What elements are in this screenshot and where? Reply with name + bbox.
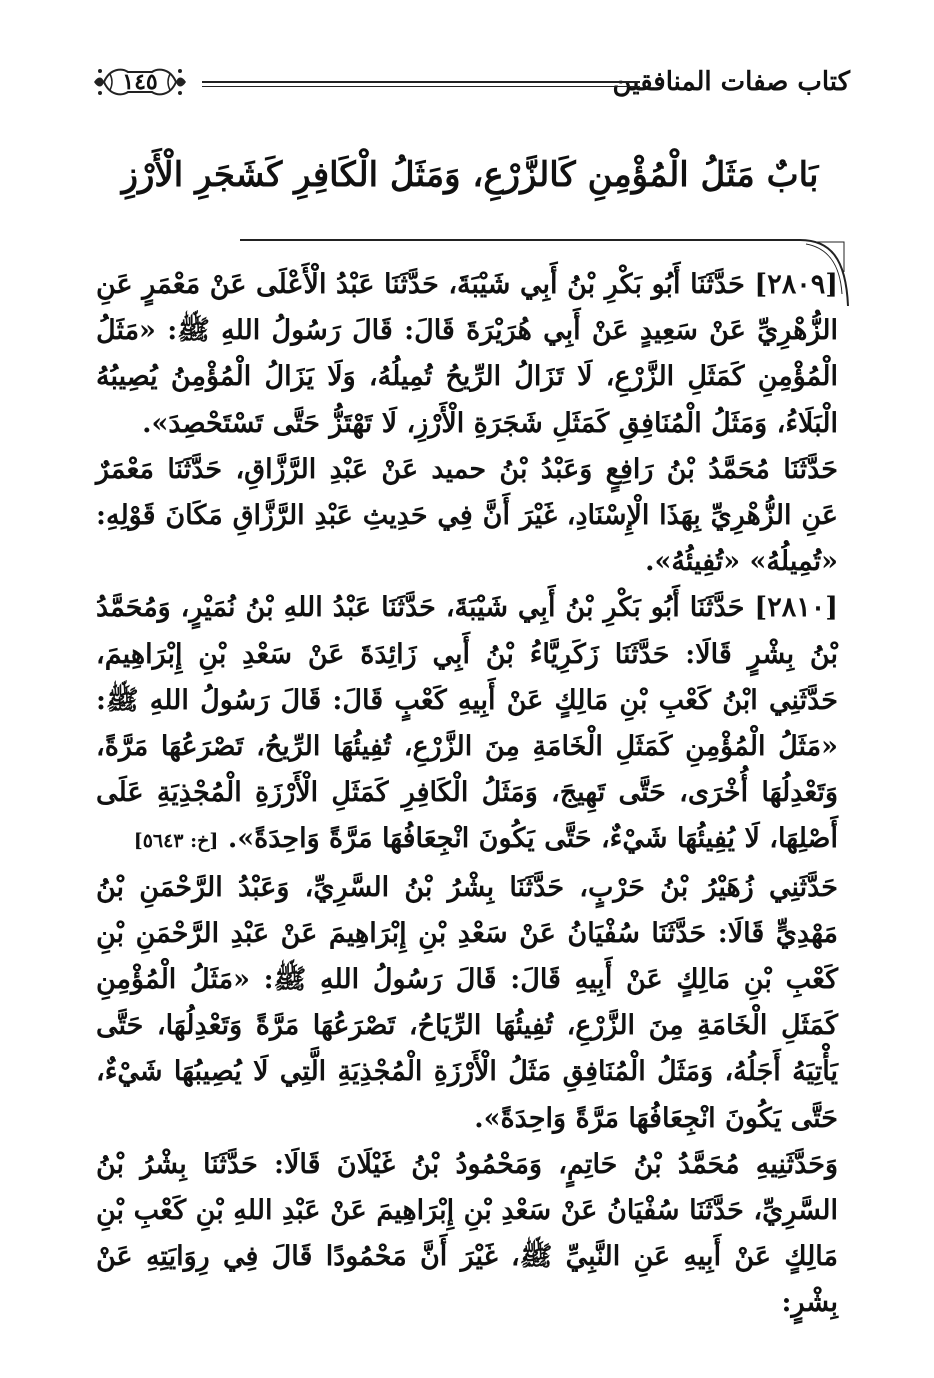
- hadith-paragraph: حَدَّثَنِي زُهَيْرُ بْنُ حَرْبٍ، حَدَّثَنَا بِشْرُ بْنُ السَّرِيِّ، وَعَبْدُ الرَّحْمَنِ بْنُ مَهْدِيٍّ قَالَا: حَدَّثَنَا سُفْيَانُ عَنْ سَعْدِ بْنِ إِبْرَاهِيمَ عَنْ عَبْدِ الرَّحْمَنِ بْنِ كَعْبِ بْنِ مَالِكٍ عَنْ أَبِيهِ قَالَ: قَالَ رَسُولُ اللهِ ﷺ: «مَثَلُ الْمُؤْمِنِ كَمَثَلِ الْخَامَةِ مِنَ الزَّرْعِ، تُفِيئُهَا الرِّيَاحُ، تَصْرَعُهَا مَرَّةً وَتَعْدِلُهَا، حَتَّى يَأْتِيَهُ أَجَلُهُ، وَمَثَلُ الْمُنَافِقِ مَثَلُ الْأَرْزَةِ الْمُجْذِيَةِ الَّتِي لَا يُصِيبُهَا شَيْءٌ، حَتَّى يَكُونَ انْجِعَافُهَا مَرَّةً وَاحِدَةً».: [96, 871, 839, 1134]
- hadith-paragraph: حَدَّثَنَا مُحَمَّدُ بْنُ رَافِعٍ وَعَبْدُ بْنُ حميد عَنْ عَبْدِ الرَّزَّاقِ، حَدَّثَنَا مَعْمَرٌ عَنِ الزُّهْرِيِّ بِهَذَا الْإِسْنَادِ، غَيْرَ أَنَّ فِي حَدِيثِ عَبْدِ الرَّزَّاقِ مَكَانَ قَوْلِهِ: «تُمِيلُهُ» «تُفِيئُهُ».: [96, 453, 838, 578]
- hadith-paragraph: [٢٨٠٩] حَدَّثَنَا أَبُو بَكْرِ بْنُ أَبِي شَيْبَةَ، حَدَّثَنَا عَبْدُ الْأَعْلَى عَنْ مَعْمَرٍ عَنِ الزُّهْرِيِّ عَنْ سَعِيدٍ عَنْ أَبِي هُرَيْرَةَ قَالَ: قَالَ رَسُولُ اللهِ ﷺ: «مَثَلُ الْمُؤْمِنِ كَمَثَلِ الزَّرْعِ، لَا تَزَالُ الرِّيحُ تُمِيلُهُ، وَلَا يَزَالُ الْمُؤْمِنُ يُصِيبُهُ الْبَلَاءُ، وَمَثَلُ الْمُنَافِقِ كَمَثَلِ شَجَرَةِ الْأَرْزِ، لَا تَهْتَزُّ حَتَّى تَسْتَحْصِدَ».: [96, 269, 838, 439]
- header-rule: [202, 81, 640, 83]
- cross-reference: [خ: ٥٦٤٣]: [133, 830, 219, 853]
- header-rule-thin: [202, 86, 640, 87]
- running-header: [90, 62, 850, 102]
- page-number-frame: [90, 62, 190, 102]
- chapter-heading: بَابٌ مَثَلُ الْمُؤْمِنِ كَالزَّرْعِ، وَمَثَلُ الْكَافِرِ كَشَجَرِ الْأَرْزِ: [121, 155, 819, 195]
- hadith-paragraph: [96, 585, 838, 864]
- hadith-text: [٢٨١٠] حَدَّثَنَا أَبُو بَكْرِ بْنُ أَبِي شَيْبَةَ، حَدَّثَنَا عَبْدُ اللهِ بْنُ نُمَيْرٍ، وَمُحَمَّدُ بْنُ بِشْرٍ قَالَا: حَدَّثَنَا زَكَرِيَّاءُ بْنُ أَبِي زَائِدَةَ عَنْ سَعْدِ بْنِ إِبْرَاهِيمَ، حَدَّثَنِي ابْنُ كَعْبِ بْنِ مَالِكٍ عَنْ أَبِيهِ كَعْبٍ قَالَ: قَالَ رَسُولُ اللهِ ﷺ: «مَثَلُ الْمُؤْمِنِ كَمَثَلِ الْخَامَةِ مِنَ الزَّرْعِ، تُفِيئُهَا الرِّيحُ، تَصْرَعُهَا مَرَّةً، وَتَعْدِلُهَا أُخْرَى، حَتَّى تَهِيجَ، وَمَثَلُ الْكَافِرِ كَمَثَلِ الْأَرْزَةِ الْمُجْذِيَةِ عَلَى أَصْلِهَا، لَا يُفِيئُهَا شَيْءٌ، حَتَّى يَكُونَ انْجِعَافُهَا مَرَّةً وَاحِدَةً».: [96, 592, 839, 855]
- main-text: [96, 262, 838, 1327]
- hadith-paragraph: وَحَدَّثَنِيهِ مُحَمَّدُ بْنُ حَاتِمٍ، وَمَحْمُودُ بْنُ غَيْلَانَ قَالَا: حَدَّثَنَا بِشْرُ بْنُ السَّرِيِّ، حَدَّثَنَا سُفْيَانُ عَنْ سَعْدِ بْنِ إِبْرَاهِيمَ عَنْ عَبْدِ اللهِ بْنِ كَعْبِ بْنِ مَالِكٍ عَنْ أَبِيهِ عَنِ النَّبِيِّ ﷺ، غَيْرَ أَنَّ مَحْمُودًا قَالَ فِي رِوَايَتِهِ عَنْ بِشْرٍ:: [96, 1148, 838, 1319]
- book-title: كتاب صفات المنافقين: [612, 67, 850, 97]
- page-number: ١٤٥: [122, 69, 158, 95]
